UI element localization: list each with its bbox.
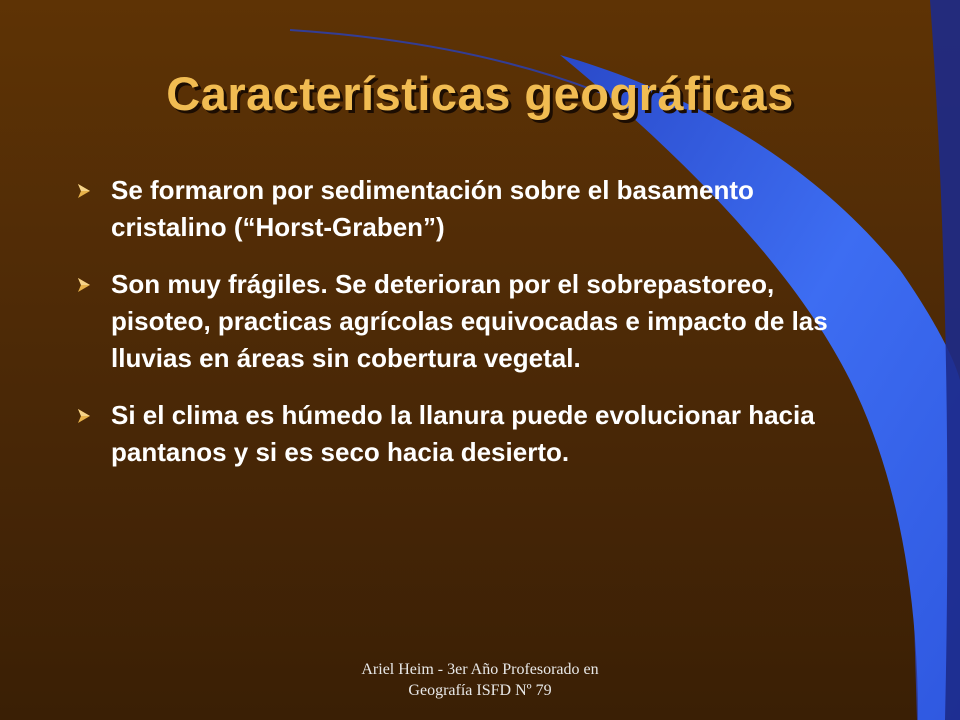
arrowhead-bullet-icon	[78, 278, 90, 292]
bullet-item	[76, 397, 876, 471]
footer-line: Geografía ISFD Nº 79	[408, 682, 552, 699]
slide-footer	[290, 659, 670, 701]
arrowhead-bullet-icon	[78, 409, 90, 423]
bullet-item	[76, 172, 876, 246]
bullet-text: Si el clima es húmedo la llanura puede evolucionar hacia pantanos y si es seco hacia desierto.	[111, 400, 815, 467]
slide-title: Características geográficas	[166, 67, 794, 120]
bullet-item	[76, 266, 876, 377]
bullet-text: Se formaron por sedimentación sobre el basamento cristalino (“Horst-Graben”)	[111, 175, 754, 242]
bullet-text: Son muy frágiles. Se deterioran por el sobrepastoreo, pisoteo, practicas agrícolas equivocadas e impacto de las lluvias en áreas sin cobertura vegetal.	[111, 269, 828, 373]
footer-line: Ariel Heim - 3er Año Profesorado en	[361, 661, 599, 678]
arrowhead-bullet-icon	[78, 184, 90, 198]
bullet-list	[76, 172, 876, 491]
